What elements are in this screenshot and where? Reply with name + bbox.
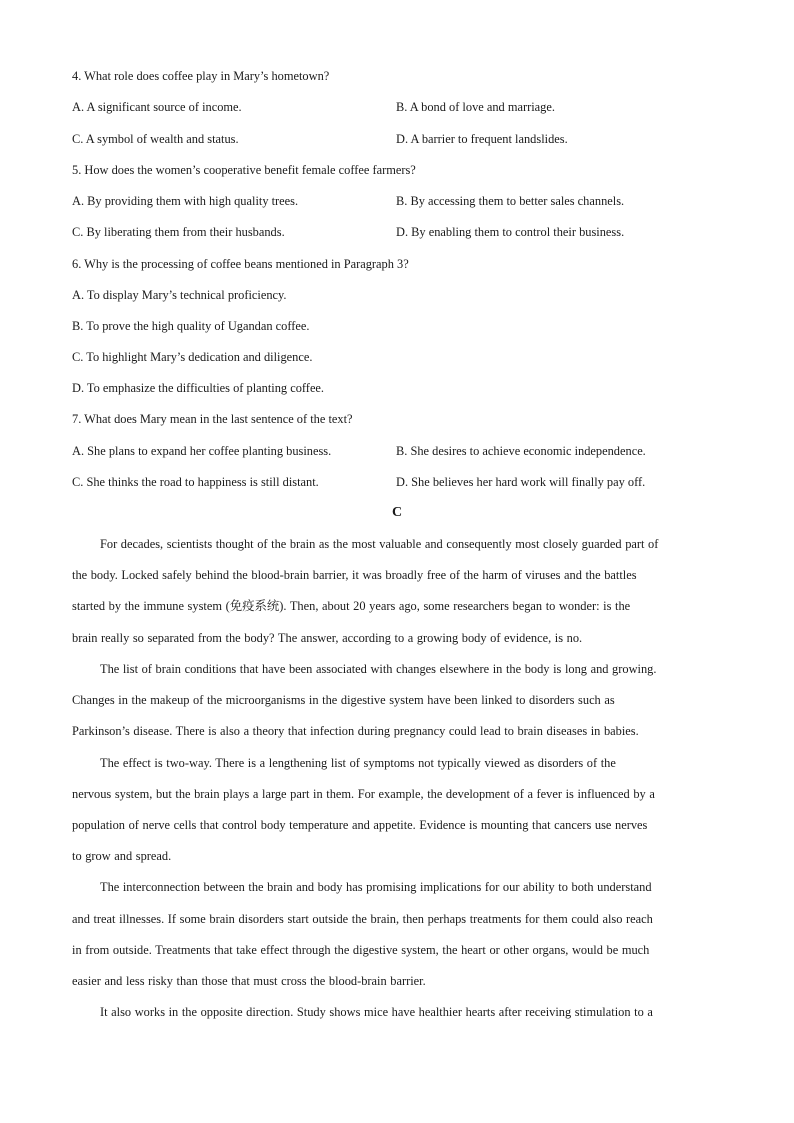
question-7-option-c: C. She thinks the road to happiness is still distant.: [72, 475, 319, 489]
passage-line: For decades, scientists thought of the brain as the most valuable and consequently most closely guarded part of: [100, 537, 659, 551]
question-7-option-a: A. She plans to expand her coffee planting business.: [72, 444, 332, 458]
question-6-option-b: B. To prove the high quality of Ugandan coffee.: [72, 319, 310, 333]
passage-line: It also works in the opposite direction. Study shows mice have healthier hearts after receiving stimulation to a: [100, 1005, 653, 1019]
question-4-option-d: D. A barrier to frequent landslides.: [396, 132, 568, 146]
question-7-option-d: D. She believes her hard work will finally pay off.: [396, 475, 646, 489]
question-6-option-c: C. To highlight Mary’s dedication and diligence.: [72, 350, 313, 364]
passage-line: brain really so separated from the body? The answer, according to a growing body of evidence, is no.: [72, 631, 583, 645]
passage-line: easier and less risky than those that must cross the blood-brain barrier.: [72, 974, 426, 988]
question-4-option-a: A. A significant source of income.: [72, 100, 242, 114]
passage-line: Parkinson’s disease. There is also a theory that infection during pregnancy could lead to brain diseases in babies.: [72, 724, 639, 738]
passage-line: The list of brain conditions that have been associated with changes elsewhere in the body is long and growing.: [100, 662, 657, 676]
passage-line: The interconnection between the brain and body has promising implications for our ability to both understand: [100, 880, 652, 894]
passage-line: The effect is two-way. There is a lengthening list of symptoms not typically viewed as disorders of the: [100, 756, 616, 770]
passage-line: started by the immune system (免疫系统). Then, about 20 years ago, some researchers began to wonder: is the: [72, 599, 631, 613]
question-5-option-c: C. By liberating them from their husbands.: [72, 225, 285, 239]
question-5-stem: 5. How does the women’s cooperative benefit female coffee farmers?: [72, 163, 416, 177]
question-4-option-b: B. A bond of love and marriage.: [396, 100, 555, 114]
passage-line: in from outside. Treatments that take effect through the digestive system, the heart or other organs, would be much: [72, 943, 650, 957]
question-7-option-b: B. She desires to achieve economic independence.: [396, 444, 646, 458]
passage-line: nervous system, but the brain plays a large part in them. For example, the development of a fever is influenced by a: [72, 787, 655, 801]
question-6-stem: 6. Why is the processing of coffee beans mentioned in Paragraph 3?: [72, 257, 409, 271]
question-4-stem: 4. What role does coffee play in Mary’s hometown?: [72, 69, 330, 83]
question-6-option-a: A. To display Mary’s technical proficiency.: [72, 288, 287, 302]
passage-line: to grow and spread.: [72, 849, 172, 863]
passage-line: Changes in the makeup of the microorganisms in the digestive system have been linked to disorders such as: [72, 693, 615, 707]
question-5-option-d: D. By enabling them to control their business.: [396, 225, 625, 239]
question-7-stem: 7. What does Mary mean in the last sentence of the text?: [72, 412, 353, 426]
question-4-option-c: C. A symbol of wealth and status.: [72, 132, 239, 146]
passage-line: and treat illnesses. If some brain disorders start outside the brain, then perhaps treatments for them could also reach: [72, 912, 653, 926]
section-heading: C: [391, 505, 403, 520]
passage-line: population of nerve cells that control body temperature and appetite. Evidence is mounting that cancers use nerves: [72, 818, 648, 832]
question-5-option-a: A. By providing them with high quality trees.: [72, 194, 299, 208]
question-5-option-b: B. By accessing them to better sales channels.: [396, 194, 625, 208]
passage-line: the body. Locked safely behind the blood-brain barrier, it was broadly free of the harm of viruses and the battles: [72, 568, 637, 582]
question-6-option-d: D. To emphasize the difficulties of planting coffee.: [72, 381, 325, 395]
